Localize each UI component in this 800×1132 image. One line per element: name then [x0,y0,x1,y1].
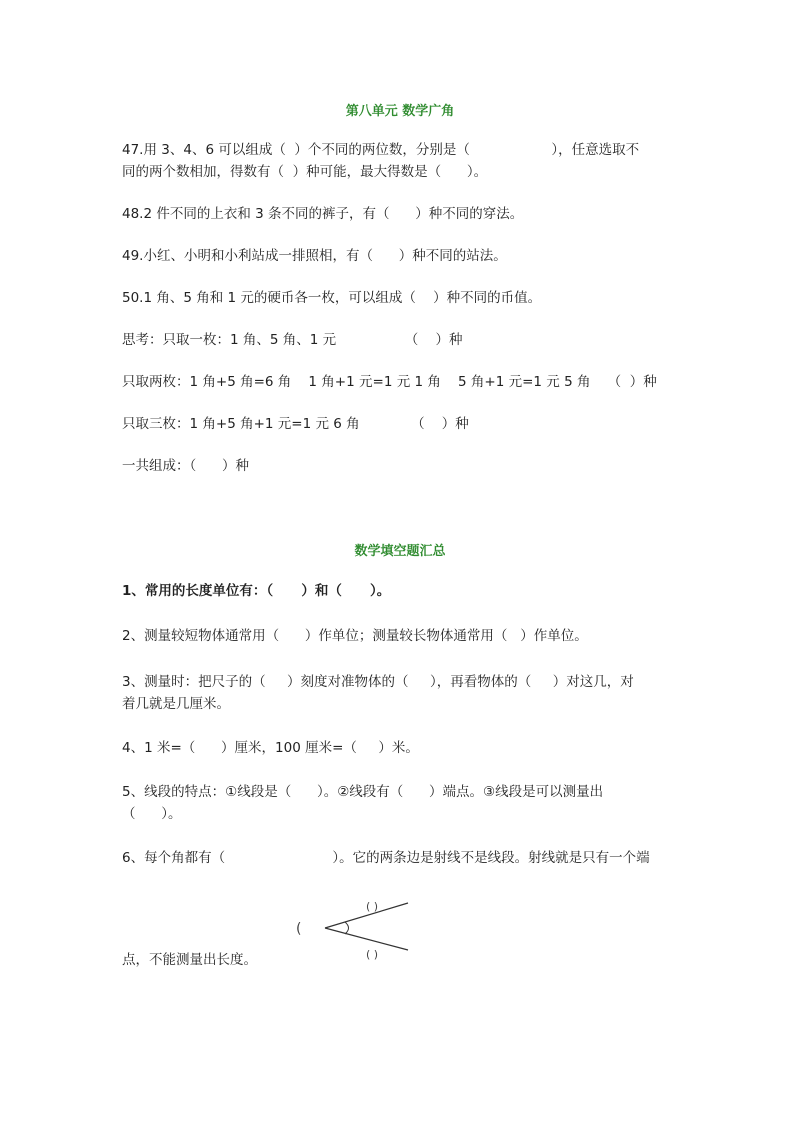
fill-question-3-line2: 着几就是几厘米。 [122,696,230,712]
section-title-unit8: 第八单元 数学广角 [345,104,455,119]
figure-paren-upper: ( ) [366,900,379,913]
fill-question-6-line1: 6、每个角都有（ ）。它的两条边是射线不是线段。射线就是只有一个端 [122,850,650,866]
fill-question-4: 4、1 米=（ ）厘米，100 厘米=（ ）米。 [122,740,419,756]
fill-question-6-line2: 点，不能测量出长度。 [122,952,257,968]
question-48: 48.2 件不同的上衣和 3 条不同的裤子，有（ ）种不同的穿法。 [122,206,524,222]
question-47-line2: 同的两个数相加，得数有（ ）种可能，最大得数是（ ）。 [122,164,488,180]
section-title-fill-in: 数学填空题汇总 [354,544,446,559]
figure-paren-vertex: ( [296,921,302,937]
angle-arc [345,922,349,934]
fill-question-1: 1、常用的长度单位有：（ ）和（ ）。 [122,583,391,599]
figure-paren-lower: ( ) [366,948,379,961]
fill-question-5-line2: （ ）。 [122,806,182,822]
think-one-coin: 思考：只取一枚：1 角、5 角、1 元 （ ）种 [122,332,463,348]
fill-question-3-line1: 3、测量时：把尺子的（ ）刻度对准物体的（ ），再看物体的（ ）对这几，对 [122,674,634,690]
angle-diagram [290,888,420,968]
think-three-coins: 只取三枚：1 角+5 角+1 元=1 元 6 角 （ ）种 [122,416,469,432]
question-50: 50.1 角、5 角和 1 元的硬币各一枚，可以组成（ ）种不同的币值。 [122,290,542,306]
think-total: 一共组成：（ ）种 [122,458,249,474]
think-two-coins: 只取两枚：1 角+5 角=6 角 1 角+1 元=1 元 1 角 5 角+1 元=1 元 5 角 （ ）种 [122,374,657,390]
question-49: 49.小红、小明和小利站成一排照相，有（ ）种不同的站法。 [122,248,507,264]
fill-question-2: 2、测量较短物体通常用（ ）作单位；测量较长物体通常用（ ）作单位。 [122,628,588,644]
question-47-line1: 47.用 3、4、6 可以组成（ ）个不同的两位数，分别是（ ），任意选取不 [122,142,640,158]
fill-question-5-line1: 5、线段的特点：①线段是（ ）。②线段有（ ）端点。③线段是可以测量出 [122,784,604,800]
angle-ray-lower [325,928,408,950]
